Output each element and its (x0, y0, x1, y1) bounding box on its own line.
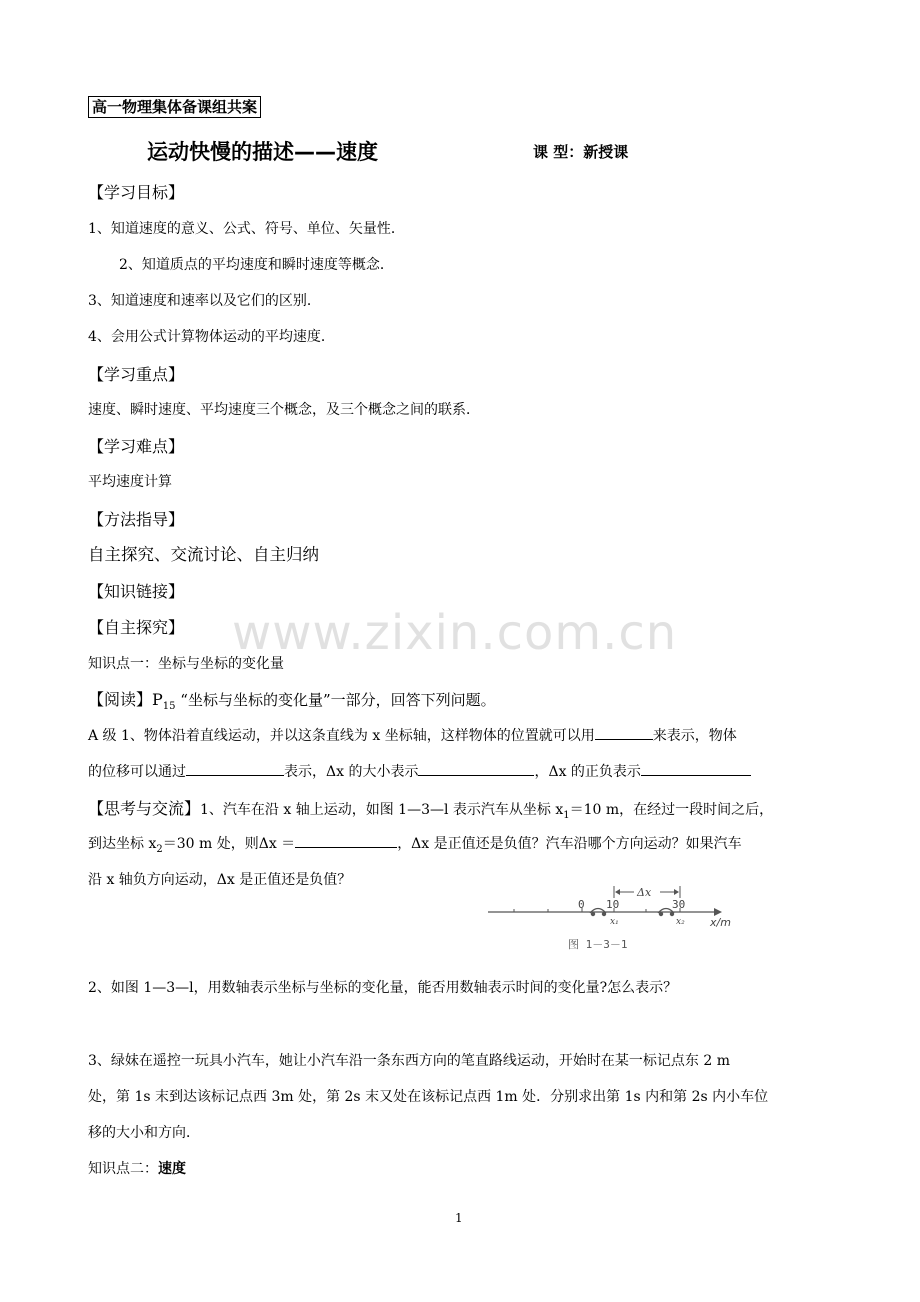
figure-caption: 图 1－3－1 (568, 938, 628, 951)
think-line-1 (88, 796, 773, 821)
think-part-a2: ＝10 m，在经过一段时间之后， (569, 802, 774, 818)
q1-part-c: 的位移可以通过 (88, 764, 186, 780)
section-explore: 【自主探究】 (88, 618, 185, 637)
key-points-text: 速度、瞬时速度、平均速度三个概念，及三个概念之间的联系． (88, 402, 480, 418)
section-links: 【知识链接】 (88, 582, 185, 601)
tick-label-30: 30 (672, 898, 686, 911)
q1-part-d: 表示，Δx 的大小表示 (284, 764, 419, 780)
think-part-b3: ，Δx 是正值还是负值？汽车沿哪个方向运动？如果汽车 (397, 836, 742, 852)
question-3-line-1: 3、绿妹在遥控一玩具小汽车，她让小汽车沿一条东西方向的笔直路线运动，开始时在某一标记点东 2 m (88, 1053, 730, 1069)
delta-x-label: Δx (637, 886, 652, 899)
think-line-3: 沿 x 轴负方向运动，Δx 是正值还是负值？ (88, 872, 352, 888)
question-1-line-1 (88, 725, 737, 745)
car-1-wheel (591, 912, 595, 916)
think-line-2 (88, 833, 742, 855)
reading-label: 【阅读】 (88, 690, 153, 709)
page-title: 运动快慢的描述——速度 (147, 140, 378, 164)
q1-blank-magnitude[interactable] (418, 761, 534, 776)
knowledge-point-2 (88, 1158, 186, 1178)
q1-part-e: ，Δx 的正负表示 (534, 764, 641, 780)
q1-blank-sign[interactable] (641, 761, 751, 776)
methods-text: 自主探究、交流讨论、自主归纳 (88, 545, 319, 564)
q1-blank-position[interactable] (595, 725, 653, 740)
q1-blank-displacement[interactable] (186, 761, 284, 776)
reading-prompt (88, 687, 496, 712)
page-number: 1 (455, 1211, 463, 1225)
point-x2-label: x₂ (676, 917, 685, 927)
watermark: www.zixin.com.cn (232, 605, 678, 661)
reading-text: “坐标与坐标的变化量”一部分，回答下列问题。 (175, 691, 496, 709)
course-type: 课 型：新授课 (533, 143, 629, 161)
goal-item: 3、知道速度和速率以及它们的区别． (88, 293, 321, 309)
q1-part-b: 来表示，物体 (652, 728, 737, 744)
delta-arrowhead-left (615, 889, 620, 895)
axis-arrow (714, 908, 722, 916)
reading-page-sub: 15 (162, 701, 176, 712)
think-label: 【思考与交流】 (88, 799, 201, 818)
q1-part-a: A 级 1、物体沿着直线运动，并以这条直线为 x 坐标轴，这样物体的位置就可以用 (88, 728, 595, 744)
delta-arrowhead-right (674, 889, 679, 895)
think-part-b2: ＝30 m 处，则Δx ＝ (162, 836, 296, 852)
coordinate-axis-figure (486, 882, 736, 956)
kp2-label: 知识点二： (88, 1161, 158, 1177)
car-2-wheel (659, 912, 663, 916)
tick-label-0: 0 (578, 898, 585, 911)
axis-unit-label: x/m (710, 916, 731, 929)
kp1-label: 知识点一： (88, 656, 158, 672)
course-group-header: 高一物理集体备课组共案 (88, 96, 261, 118)
goal-item: 4、会用公式计算物体运动的平均速度． (88, 329, 335, 345)
question-3-line-3: 移的大小和方向． (88, 1125, 200, 1141)
section-goals: 【学习目标】 (88, 183, 185, 202)
think-part-a: 1、汽车在沿 x 轴上运动，如图 1—3—l 表示汽车从坐标 x (200, 802, 564, 818)
tick-label-10: 10 (606, 898, 620, 911)
kp2-text: 速度 (158, 1161, 186, 1177)
question-3-line-2: 处，第 1s 末到达该标记点西 3m 处，第 2s 末又处在该标记点西 1m 处．分别求出第 1s 内和第 2s 内小车位 (88, 1089, 769, 1105)
think-part-b: 到达坐标 x (88, 836, 157, 852)
section-key-points: 【学习重点】 (88, 365, 185, 384)
section-methods: 【方法指导】 (88, 510, 185, 529)
question-2: 2、如图 1—3—l，用数轴表示坐标与坐标的变化量，能否用数轴表示时间的变化量?怎么表示？ (88, 980, 678, 996)
car-1-wheel (602, 912, 606, 916)
question-1-line-2 (88, 761, 751, 781)
goal-item: 2、知道质点的平均速度和瞬时速度等概念． (119, 257, 394, 273)
think-blank-delta-x[interactable] (295, 833, 397, 848)
kp1-text: 坐标与坐标的变化量 (158, 656, 284, 672)
car-2-wheel (670, 912, 674, 916)
think-sub-1: 1 (563, 809, 570, 821)
goal-item: 1、知道速度的意义、公式、符号、单位、矢量性． (88, 221, 405, 237)
point-x1-label: x₁ (610, 917, 619, 927)
difficulties-text: 平均速度计算 (88, 474, 172, 490)
section-difficulties: 【学习难点】 (88, 437, 185, 456)
reading-page: P (152, 690, 163, 709)
think-sub-2: 2 (156, 843, 163, 855)
